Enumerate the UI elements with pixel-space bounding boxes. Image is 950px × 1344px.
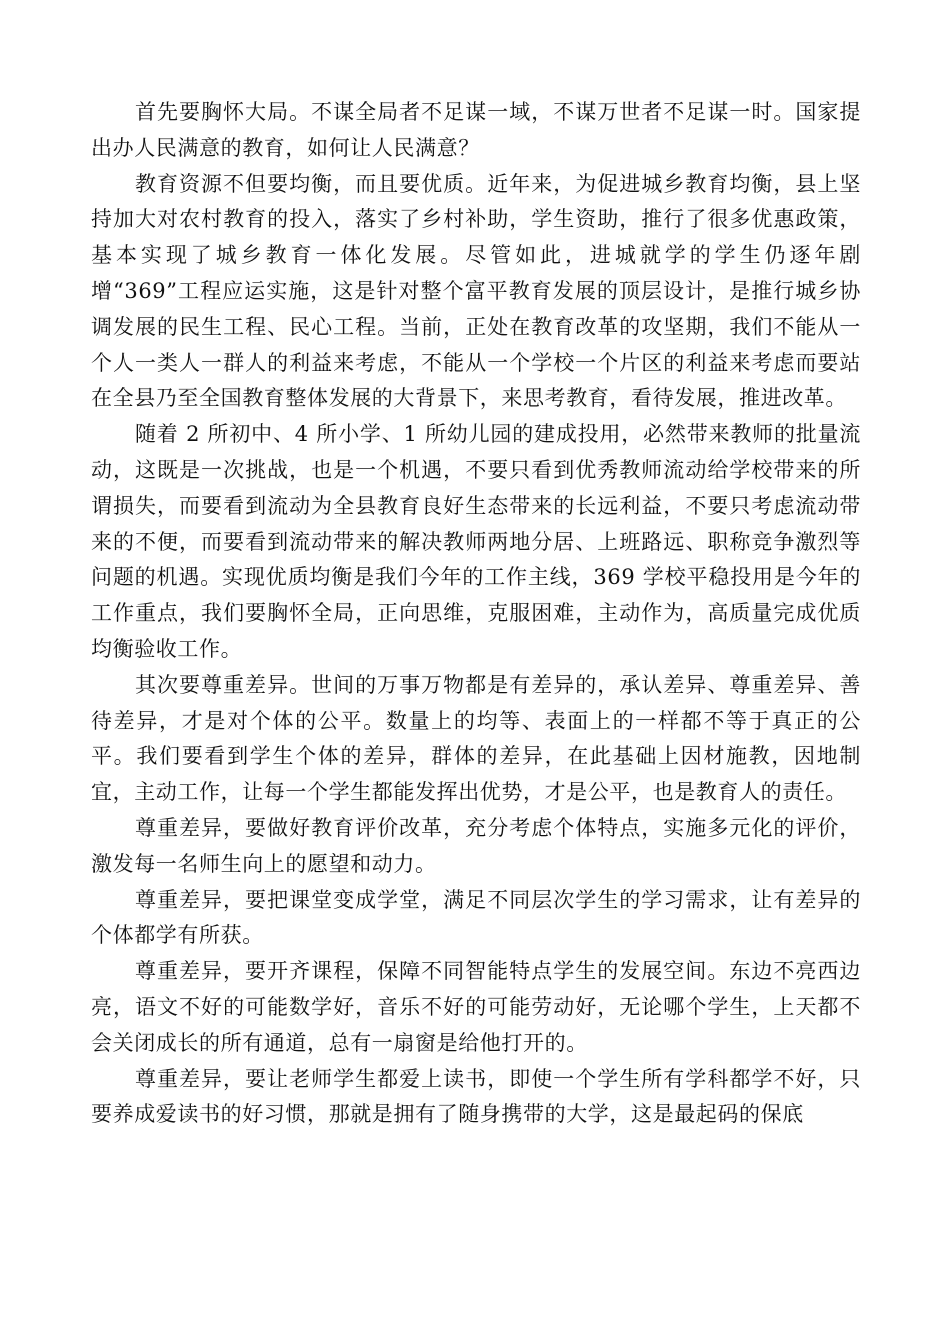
paragraph-6: 尊重差异，要把课堂变成学堂，满足不同层次学生的学习需求，让有差异的个体都学有所获。 (91, 887, 861, 948)
paragraph-1: 首先要胸怀大局。不谋全局者不足谋一域，不谋万世者不足谋一时。国家提出办人民满意的教育，如何让人民满意？ (91, 100, 861, 160)
document-body (91, 95, 861, 1133)
paragraph-2: 教育资源不但要均衡，而且要优质。近年来，为促进城乡教育均衡，县上坚持加大对农村教育的投入，落实了乡村补助，学生资助，推行了很多优惠政策，基本实现了城乡教育一体化发展。尽管如此，进城就学的学生仍逐年剧增“369”工程应运实施，这是针对整个富平教育发展的顶层设计，是推行城乡协调发展的民生工程、民心工程。当前，正处在教育改革的攻坚期，我们不能从一个人一类人一群人的利益来考虑，不能从一个学校一个片区的利益来考虑而要站在全县乃至全国教育整体发展的大背景下，来思考教育，看待发展，推进改革。 (91, 171, 861, 411)
paragraph-7: 尊重差异，要开齐课程，保障不同智能特点学生的发展空间。东边不亮西边亮，语文不好的可能数学好，音乐不好的可能劳动好，无论哪个学生，上天都不会关闭成长的所有通道，总有一扇窗是给他打开的。 (91, 959, 861, 1055)
paragraph-4: 其次要尊重差异。世间的万事万物都是有差异的，承认差异、尊重差异、善待差异，才是对个体的公平。数量上的均等、表面上的一样都不等于真正的公平。我们要看到学生个体的差异，群体的差异，在此基础上因材施教，因地制宜，主动工作，让每一个学生都能发挥出优势，才是公平，也是教育人的责任。 (91, 672, 861, 805)
paragraph-3: 随着 2 所初中、4 所小学、1 所幼儿园的建成投用，必然带来教师的批量流动，这既是一次挑战，也是一个机遇，不要只看到优秀教师流动给学校带来的所谓损失，而要看到流动为全县教育良好生态带来的长远利益，不要只考虑流动带来的不便，而要看到流动带来的解决教师两地分居、上班路远、职称竞争激烈等问题的机遇。实现优质均衡是我们今年的工作主线，369 学校平稳投用是今年的工作重点，我们要胸怀全局，正向思维，克服困难，主动作为，高质量完成优质均衡验收工作。 (91, 422, 861, 661)
paragraph-5: 尊重差异，要做好教育评价改革，充分考虑个体特点，实施多元化的评价，激发每一名师生向上的愿望和动力。 (91, 815, 861, 876)
paragraph-8: 尊重差异，要让老师学生都爱上读书，即使一个学生所有学科都学不好，只要养成爱读书的好习惯，那就是拥有了随身携带的大学，这是最起码的保底 (91, 1066, 861, 1127)
